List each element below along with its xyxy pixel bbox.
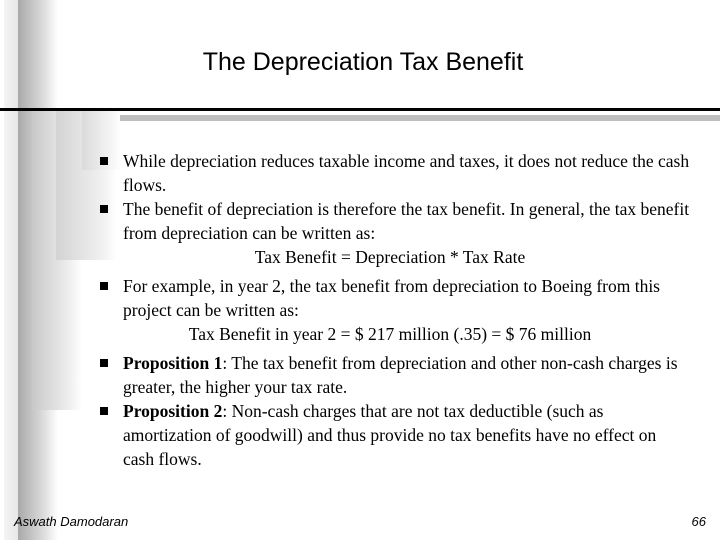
proposition-label: Proposition 1 <box>123 353 223 373</box>
square-bullet-icon <box>100 205 108 213</box>
footer-author: Aswath Damodaran <box>14 514 129 529</box>
bullet-item <box>0 197 720 245</box>
bullet-text: While depreciation reduces taxable income and taxes, it does not reduce the cash flows. <box>123 151 690 195</box>
formula-year-2: Tax Benefit in year 2 = $ 217 million (.35) = $ 76 million <box>188 324 592 344</box>
bullet-text: : Non-cash charges that are not tax deductible (such as amortization of goodwill) and thus provide no tax benefits have no effect on cash flows. <box>123 401 657 469</box>
page-number: 66 <box>691 514 706 529</box>
bullet-text: For example, in year 2, the tax benefit from depreciation to Boeing from this project can be written as: <box>123 276 660 320</box>
bullet-item <box>0 399 720 471</box>
title-divider <box>0 108 720 111</box>
title-divider-shadow <box>120 115 720 121</box>
slide-content <box>0 149 720 471</box>
bullet-item <box>0 149 720 197</box>
formula-depreciation: Tax Benefit = Depreciation * Tax Rate <box>254 247 526 267</box>
square-bullet-icon <box>100 282 108 290</box>
proposition-label: Proposition 2 <box>123 401 223 421</box>
bullet-text: The benefit of depreciation is therefore the tax benefit. In general, the tax benefit from depreciation can be written as: <box>123 199 690 243</box>
square-bullet-icon <box>100 407 108 415</box>
square-bullet-icon <box>100 157 108 165</box>
bullet-item <box>0 351 720 399</box>
slide-title: The Depreciation Tax Benefit <box>202 48 524 76</box>
square-bullet-icon <box>100 359 108 367</box>
bullet-text: : The tax benefit from depreciation and other non-cash charges is greater, the higher your tax rate. <box>123 353 678 397</box>
bullet-item <box>0 274 720 322</box>
